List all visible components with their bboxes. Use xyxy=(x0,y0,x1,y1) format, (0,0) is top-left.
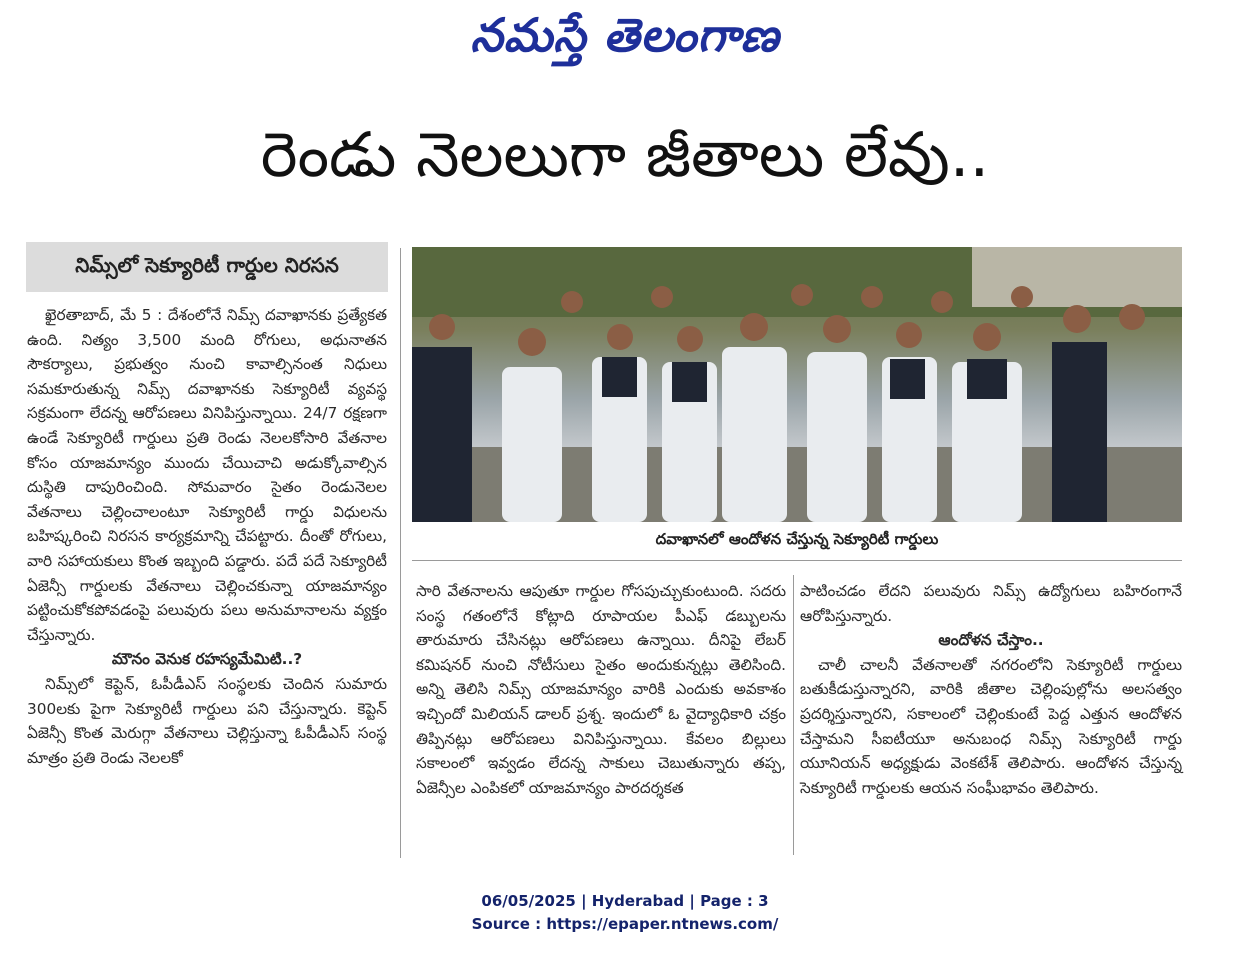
headline: రెండు నెలలుగా జీతాలు లేవు.. xyxy=(260,118,990,191)
photo-illustration xyxy=(412,247,1182,522)
section-heading: మౌనం వెనుక రహస్యమేమిటి..? xyxy=(111,650,303,669)
photo-caption: దవాఖానలో ఆందోళన చేస్తున్న సెక్యూరిటీ గార్డులు xyxy=(655,530,939,548)
article-paragraph: ఖైరతాబాద్, మే 5 : దేశంలోనే నిమ్స్ దవాఖానకు ప్రత్యేకత ఉంది. నిత్యం 3,500 మంది రోగులు, అధునాతన సౌకర్యాలు, ప్రభుత్వం నుంచి కావాల్సినంత నిధులు సమకూరుతున్న నిమ్స్ దవాఖానకు సెక్యూరిటీ వ్యవస్థ సక్రమంగా లేదన్న ఆరోపణలు వినిపిస్తున్నాయి. 24/7 రక్షణగా ఉండే సెక్యూరిటీ గార్డులు ప్రతి రెండు నెలలకోసారి వేతనాల కోసం యాజమాన్యం ముందు చేయిచాచి అడుక్కోవాల్సిన దుస్థితి దాపురించింది. సోమవారం సైతం రెండునెలల వేతనాలు చెల్లించాలంటూ సెక్యూరిటీ గార్డు విధులను బహిష్కరించి నిరసన కార్యక్రమాన్ని చేపట్టారు. దీంతో రోగులు, వారి సహాయకులు కొంత ఇబ్బంది పడ్డారు. పదే పదే సెక్యూరిటీ ఏజెన్సీ గార్డులకు వేతనాలు చెల్లించకున్నా యాజమాన్యం పట్టించుకోకపోవడంపై పలువురు పలు అనుమానాలను వ్యక్తం చేస్తున్నారు. xyxy=(27,306,387,644)
article-paragraph: పాటించడం లేదని పలువురు నిమ్స్ ఉద్యోగులు బహిరంగానే ఆరోపిస్తున్నారు. xyxy=(800,582,1182,625)
column-divider xyxy=(400,248,401,858)
section-heading: ఆందోళన చేస్తాం.. xyxy=(938,631,1044,650)
article-column-3 xyxy=(800,579,1182,800)
protest-photo xyxy=(412,247,1182,522)
footer-source: Source : https://epaper.ntnews.com/ xyxy=(471,915,779,933)
article-paragraph: నిమ్స్‌లో కెప్టెన్, ఓపీడీఎస్ సంస్థలకు చెందిన సుమారు 300లకు పైగా సెక్యూరిటీ గార్డులు పని చేస్తున్నారు. కెప్టెన్ ఏజెన్సీ కొంత మెరుగ్గా వేతనాలు చెల్లిస్తున్నా ఓపీడీఎస్ సంస్థ మాత్రం ప్రతి రెండు నెలలకో xyxy=(27,674,387,767)
subheadline: నిమ్స్‌లో సెక్యూరిటీ గార్డుల నిరసన xyxy=(26,242,388,292)
article-column-1 xyxy=(27,303,387,770)
article-paragraph: సారి వేతనాలను ఆపుతూ గార్డుల గోసపుచ్చుకుంటుంది. సదరు సంస్థ గతంలోనే కోట్లాది రూపాయల పీఎఫ్ డబ్బులను తారుమారు చేసినట్లు ఆరోపణలు ఉన్నాయి. దీనిపై లేబర్ కమిషనర్ నుంచి నోటీసులు సైతం అందుకున్నట్లు తెలిసింది. అన్ని తెలిసి నిమ్స్ యాజమాన్యం వారికి ఎందుకు అవకాశం ఇచ్చిందో మిలియన్ డాలర్ ప్రశ్న. ఇందులో ఓ వైద్యాధికారి చక్రం తిప్పినట్లు ఆరోపణలు వినిపిస్తున్నాయి. కేవలం బిల్లులు సకాలంలో ఇవ్వడం లేదన్న సాకులు చెబుతున్నారు తప్ప, ఏజెన్సీల ఎంపికలో యాజమాన్యం పారదర్శకత xyxy=(416,582,786,797)
column-divider xyxy=(793,575,794,855)
footer-date-page: 06/05/2025 | Hyderabad | Page : 3 xyxy=(481,892,769,910)
article-paragraph: చాలీ చాలనీ వేతనాలతో నగరంలోని సెక్యూరిటీ గార్డులు బతుకీడుస్తున్నారని, వారికి జీతాల చెల్లింపుల్లోను అలసత్వం ప్రదర్శిస్తున్నారని, సకాలంలో చెల్లింకుంటే పెద్ద ఎత్తున ఆందోళన చేస్తామని సీఐటీయూ అనుబంధ నిమ్స్ సెక్యూరిటీ గార్డు యూనియన్ అధ్యక్షుడు వెంకటేశ్ తెలిపారు. ఆందోళన చేస్తున్న సెక్యూరిటీ గార్డులకు ఆయన సంఘీభావం తెలిపారు. xyxy=(800,655,1182,797)
masthead-logo: నమస్తే తెలంగాణ xyxy=(470,8,780,62)
divider xyxy=(412,560,1182,561)
article-column-2 xyxy=(416,579,786,800)
